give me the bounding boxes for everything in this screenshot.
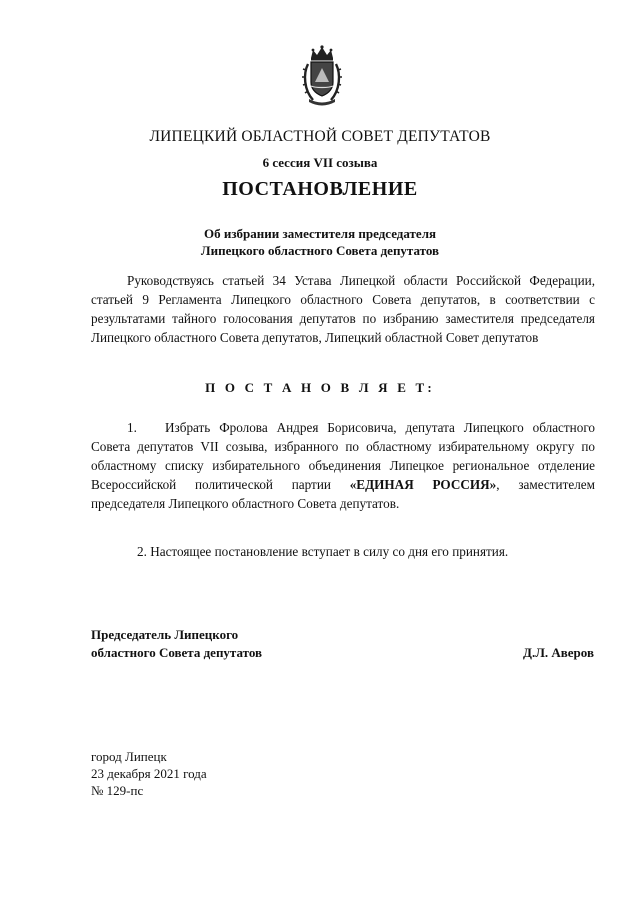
footer-city: город Липецк <box>91 749 167 764</box>
footer-number: № 129-пс <box>91 783 144 798</box>
item-text-after: , заместителем председателя Липецкого областного Совета депутатов. <box>91 477 595 511</box>
organization-name: ЛИПЕЦКИЙ ОБЛАСТНОЙ СОВЕТ ДЕПУТАТОВ <box>149 128 491 145</box>
coat-of-arms-icon <box>301 44 343 108</box>
footer-date: 23 декабря 2021 года <box>91 766 207 781</box>
subject-line-1: Об избрании заместителя председателя <box>203 226 437 241</box>
document-title: ПОСТАНОВЛЕНИЕ <box>222 178 418 200</box>
party-name: «ЕДИНАЯ РОССИЯ» <box>349 477 497 492</box>
preamble-paragraph: Руководствуясь статьей 34 Устава Липецкой области Российской Федерации, статьей 9 Регламента Липецкого областного Совета депутатов, в соответствии с результатами тайного голосования депутатов по избранию заместителя председателя Липецкого областного Совета депутатов, Липецкий областной Совет депутатов <box>91 273 595 345</box>
signatory-position <box>91 626 262 662</box>
position-line-1: Председатель Липецкого <box>91 627 239 642</box>
document-footer <box>91 748 207 799</box>
item-text-before: Избрать Фролова Андрея Борисовича, депутата Липецкого областного Совета депутатов VII созыва, избранного по областному избирательному округу по областному списку избирательного объединения Липецкое региональное отделение Всероссийской политической партии <box>91 420 595 492</box>
document-subject <box>0 225 640 259</box>
position-line-2: областного Совета депутатов <box>91 645 263 660</box>
session-label: 6 сессия VII созыва <box>262 155 378 170</box>
decree-heading: П О С Т А Н О В Л Я Е Т: <box>205 380 435 395</box>
decree-item-2: 2. Настоящее постановление вступает в силу со дня его принятия. <box>137 544 509 559</box>
signatory-name: Д.Л. Аверов <box>523 645 594 660</box>
item-number: 1. <box>127 420 137 435</box>
subject-line-2: Липецкого областного Совета депутатов <box>200 243 440 258</box>
decree-item-1 <box>91 418 595 513</box>
